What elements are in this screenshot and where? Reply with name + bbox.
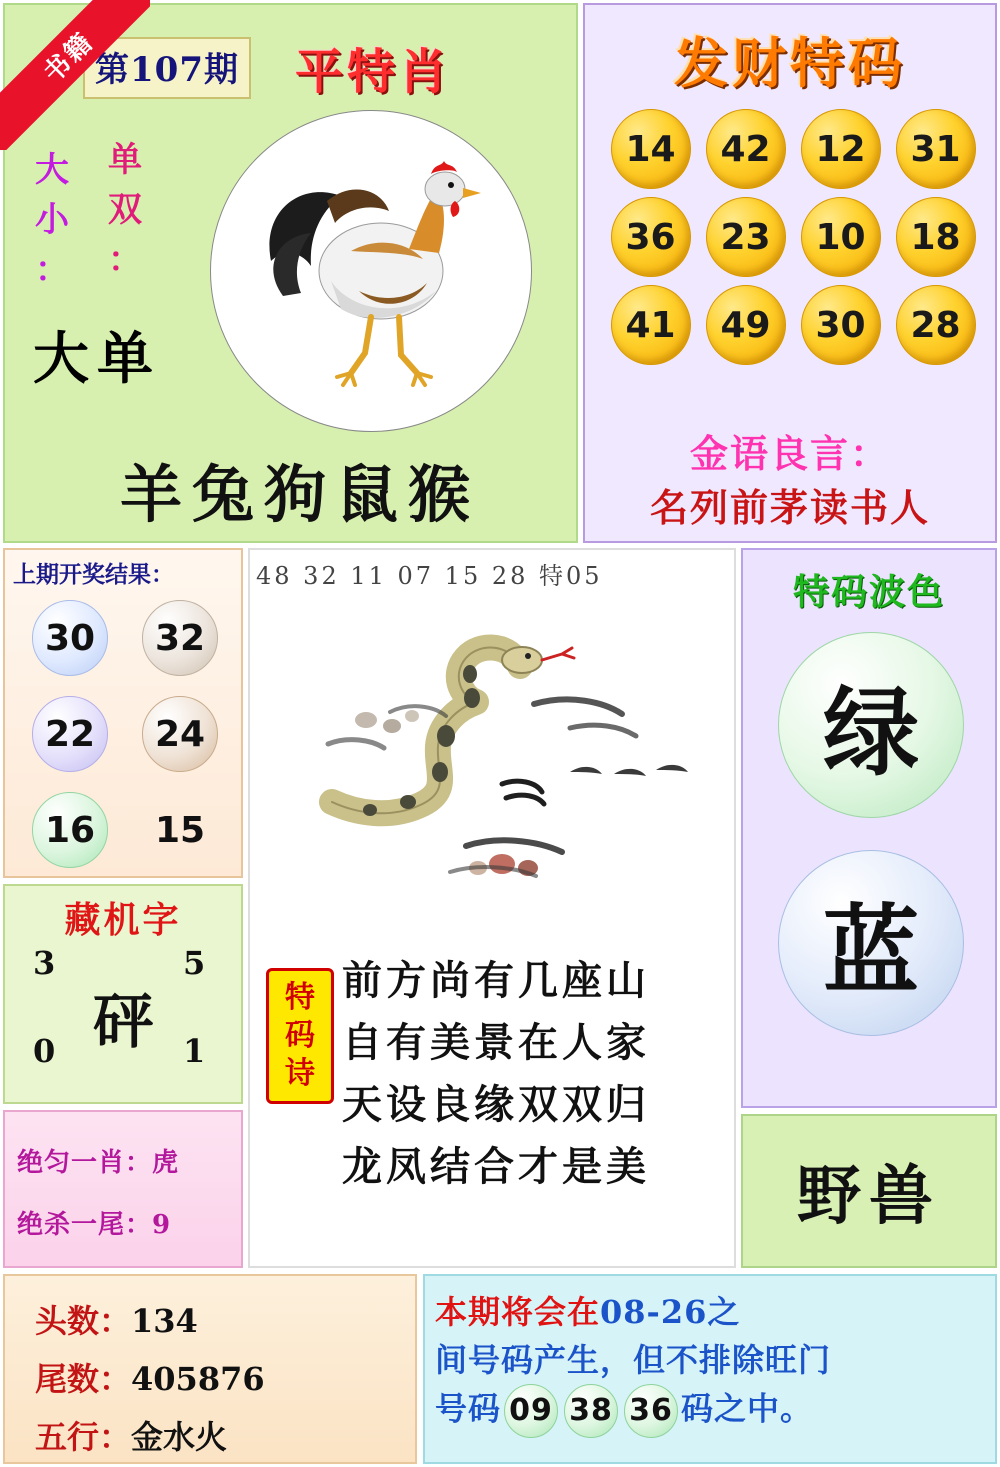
tema-bose-panel [741,548,997,1108]
weishu-value: 405876 [131,1360,265,1398]
cangjizi-top-left: 3 [33,944,56,982]
jinyu-text: 名列前茅读书人 [649,485,930,530]
ribbon-label: 书籍 [0,0,150,150]
toushu-label: 头数： [35,1302,132,1340]
toushu-value: 134 [131,1302,198,1340]
facai-title: 发财特码 [674,31,906,95]
cangjizi-title: 藏机字 [64,899,182,941]
juesha-row2-value: 9 [152,1210,172,1240]
forecast-line-3 [435,1384,985,1438]
result-ball: 16 [32,792,108,868]
cangjizi-top-right: 5 [183,944,206,982]
forecast-chip: 36 [624,1384,678,1438]
forecast-line1-prefix: 本期将会在 [435,1293,601,1331]
lottery-ball: 30 [801,285,881,365]
rooster-illustration [231,141,511,401]
zodiac-image-circle [210,110,532,432]
lottery-ball: 41 [611,285,691,365]
result-ball: 15 [154,809,206,851]
tema-poem-badge-text: 特码诗 [285,980,315,1091]
forecast-line3-prefix: 号码 [435,1389,502,1428]
lottery-ball: 18 [896,197,976,277]
result-ball: 30 [32,600,108,676]
last-results-panel [3,548,243,878]
tema-bose-title: 特码波色 [792,571,945,613]
forecast-line-2: 间号码产生，但不排除旺门 [435,1341,832,1379]
forecast-chip: 09 [504,1384,558,1438]
tema-poem-badge [266,968,334,1104]
poem-line: 龙凤结合才是美 [342,1143,650,1190]
forecast-chip: 38 [564,1384,618,1438]
weishu-row [35,1354,265,1400]
lottery-ball: 10 [801,197,881,277]
lottery-ball: 49 [706,285,786,365]
forecast-line1-suffix: 之 [707,1293,741,1331]
lottery-ball: 14 [611,109,691,189]
right-column [741,548,997,1268]
corner-ribbon [0,0,150,150]
tema-poem [342,950,732,1198]
forecast-range: 08-26 [600,1293,708,1331]
period-badge: 第107期 [83,37,251,99]
juesha-row1-label: 绝匀一肖： [17,1148,153,1178]
last-results-grid [15,590,235,878]
snake-ink-painting [270,596,720,936]
juesha-row-2 [17,1204,171,1241]
cangjizi-bottom-left: 0 [33,1032,56,1070]
pingtexiao-title: 平特肖 [295,44,452,100]
juesha-row-1 [17,1142,179,1179]
bose-ball-green: 绿 [778,632,964,818]
result-ball: 22 [32,696,108,772]
lottery-ball: 42 [706,109,786,189]
weishu-label: 尾数： [35,1360,132,1398]
forecast-line-1 [435,1288,985,1336]
lottery-ball: 36 [611,197,691,277]
wuxing-row [35,1412,227,1458]
lottery-ball: 28 [896,285,976,365]
result-ball: 32 [142,600,218,676]
forecast-line3-suffix: 码之中。 [681,1389,814,1428]
juesha-row1-value: 虎 [152,1148,180,1178]
toushu-row [35,1296,198,1342]
bose-ball-blue: 蓝 [778,850,964,1036]
cangjizi-bottom-right: 1 [183,1032,206,1070]
facai-ball-grid [603,105,983,369]
lottery-ball: 23 [706,197,786,277]
poem-line: 自有美景在人家 [342,1019,650,1066]
yeshou-panel [741,1114,997,1268]
last-results-title: 上期开奖结果： [13,561,174,588]
poem-line: 天设良缘双双归 [342,1081,650,1128]
top-row [3,3,997,543]
bottom-row [3,1274,997,1464]
previous-draw-numbers: 48 32 11 07 15 28 特05 [256,562,603,590]
juesha-panel [3,1110,243,1268]
daxiao-answer: 大单 [33,326,161,392]
stats-panel [3,1274,417,1464]
facai-tema-panel [583,3,997,543]
danshuang-column: 单 双 ： [108,140,142,280]
wuxing-value: 金水火 [131,1418,228,1456]
cangjizi-character: 砰 [93,987,153,1057]
zodiac-list: 羊兔狗鼠猴 [119,458,480,531]
daxiao-column: 大 小 ： [35,150,69,290]
yeshou-text: 野兽 [797,1159,941,1234]
poem-line: 前方尚有几座山 [342,957,650,1004]
lottery-ball: 12 [801,109,881,189]
forecast-panel [423,1274,997,1464]
cangjizi-panel [3,884,243,1104]
jinyu-label: 金语良言： [689,431,890,476]
wuxing-label: 五行： [35,1418,132,1456]
middle-row [3,548,997,1268]
result-ball: 24 [142,696,218,772]
left-column [3,548,243,1268]
juesha-row2-label: 绝杀一尾： [17,1210,153,1240]
lottery-ball: 31 [896,109,976,189]
center-column [248,548,736,1268]
